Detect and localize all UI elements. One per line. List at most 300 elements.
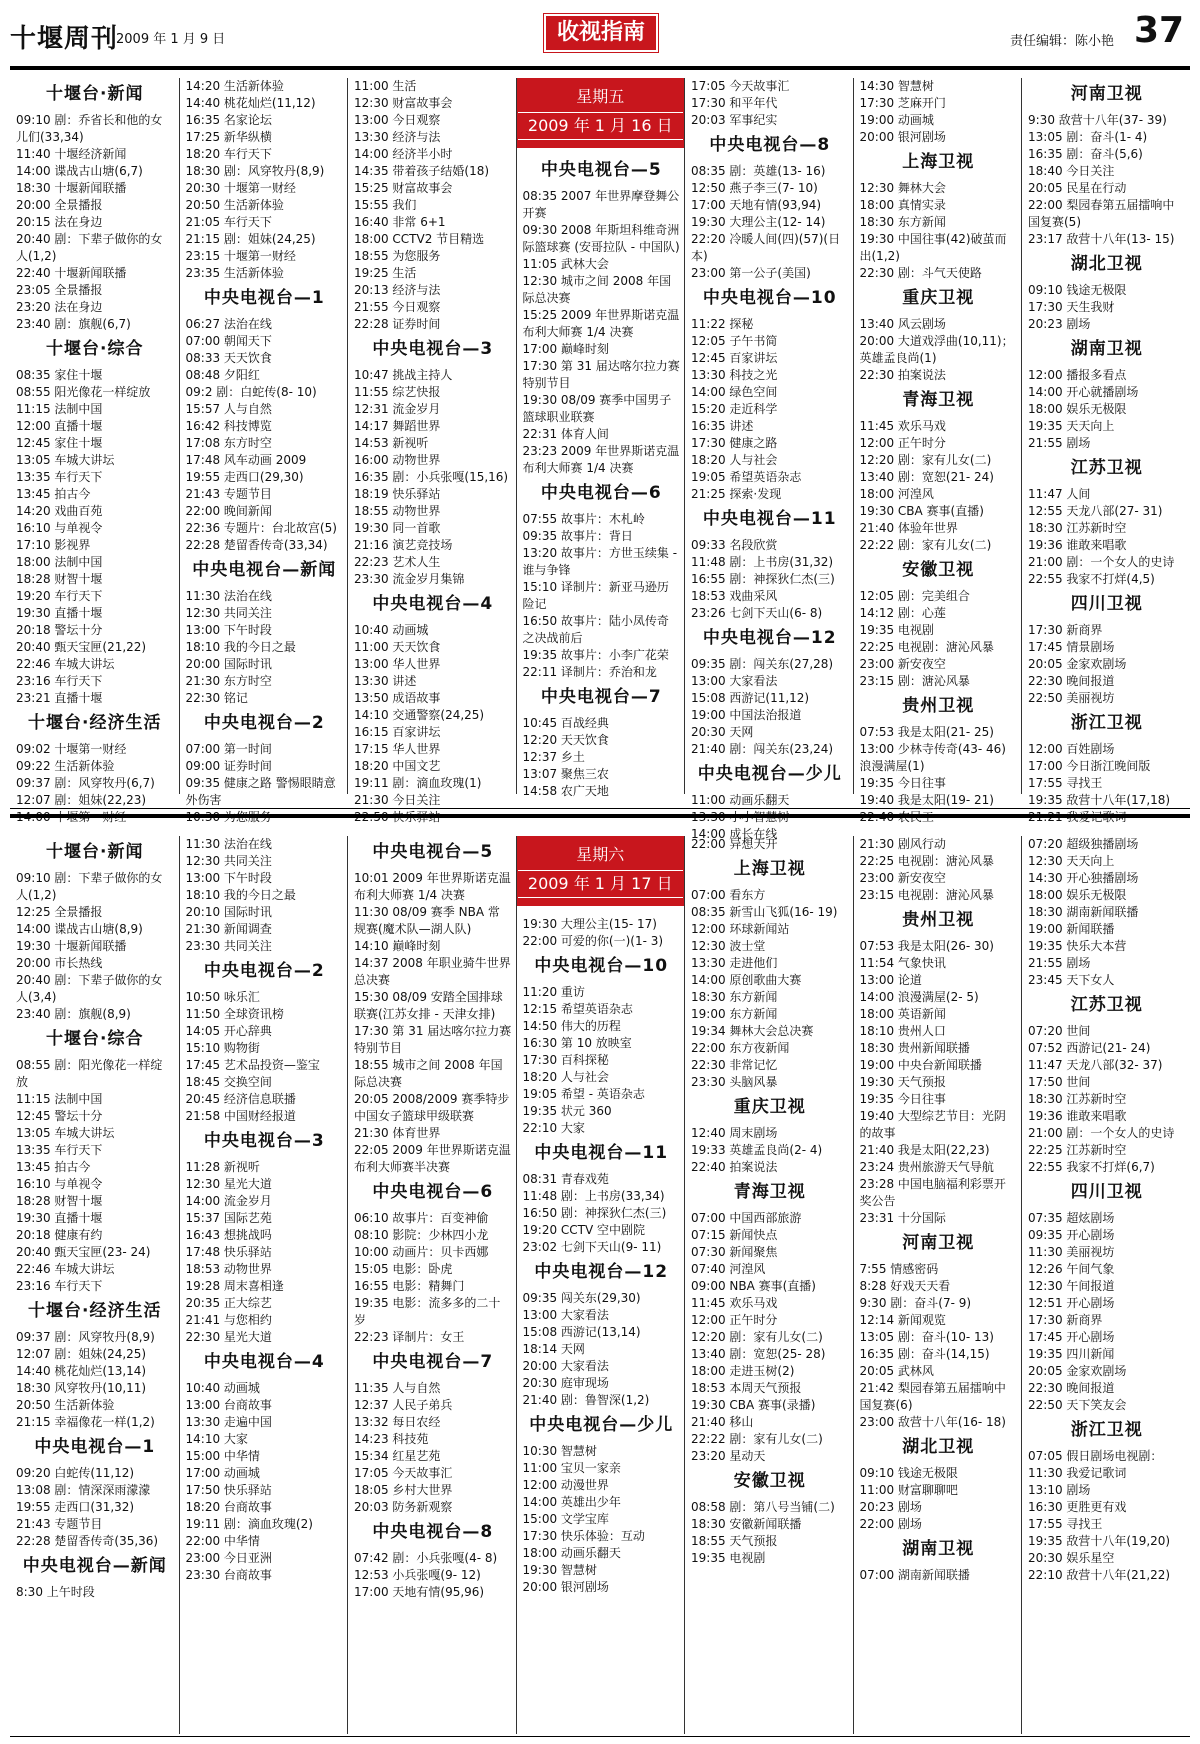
program-entry: 07:20 超级独播剧场	[1028, 837, 1139, 851]
program-entry: 18:30 湖南新闻联播	[1028, 905, 1139, 919]
program-entry: 18:05 乡村大世界	[354, 1483, 453, 1497]
program-entry: 10:40 动画城	[354, 623, 429, 637]
program-entry: 12:45 家住十堰	[16, 436, 103, 450]
program-entry: 13:00 台商故事	[185, 1398, 272, 1412]
program-entry: 22:55 我家不打烊(6,7)	[1028, 1160, 1155, 1174]
channel-block	[186, 959, 344, 1125]
channel-block	[860, 1537, 1018, 1584]
program-entry: 19:55 走西口(31,32)	[16, 1500, 135, 1514]
program-entry: 12:45 百家讲坛	[691, 351, 778, 365]
program-entry: 11:45 欢乐马戏	[691, 1296, 778, 1310]
program-entry: 13:45 拍古今	[16, 1160, 91, 1174]
channel-heading: 中央电视台—5	[540, 160, 662, 180]
program-entry: 19:35 快乐大本营	[1028, 939, 1127, 953]
program-entry: 14:20 戏曲百苑	[16, 504, 103, 518]
program-entry: 21:40 剧：鲁智深(1,2)	[522, 1393, 650, 1407]
day-of-week: 星期五	[576, 87, 625, 106]
program-entry: 07:53 我是太阳(26- 30)	[859, 939, 994, 953]
program-entry: 12:55 天龙八部(27- 31)	[1028, 504, 1163, 518]
channel-block	[1028, 82, 1186, 248]
program-entry: 07:00 中国西部旅游	[691, 1211, 802, 1225]
program-entry: 21:40 移山	[691, 1415, 754, 1429]
program-entry: 19:36 谁敢来唱歌	[1028, 538, 1127, 552]
program-entry: 09:35 剧：闯关东(27,28)	[691, 657, 834, 671]
program-entry: 12:15 希望英语杂志	[522, 1002, 633, 1016]
program-entry: 20:10 国际时讯	[185, 905, 272, 919]
program-entry: 18:00 娱乐无极限	[1028, 402, 1127, 416]
program-entry: 20:40 剧：下辈子做你的女人(1,2)	[16, 232, 163, 263]
program-entry: 09:35 闯关东(29,30)	[522, 1291, 641, 1305]
channel-heading: 中央电视台—1	[203, 288, 325, 308]
program-entry: 19:11 剧：滴血玫瑰(1)	[354, 776, 482, 790]
program-entry: 15:10 译制片：新亚马逊历险记	[522, 580, 669, 611]
program-entry: 18:14 天网	[522, 1342, 585, 1356]
program-entry: 09:37 剧：风穿牧丹(8,9)	[16, 1330, 155, 1344]
program-entry: 13:45 拍古今	[16, 487, 91, 501]
program-entry: 16:35 名家论坛	[185, 113, 272, 127]
program-entry: 20:05 金家欢剧场	[1028, 657, 1127, 671]
program-entry: 22:25 江苏新时空	[1028, 1143, 1127, 1157]
program-entry: 19:30 直播十堰	[16, 1211, 103, 1225]
program-entry: 18:30 风穿牧丹(10,11)	[16, 1381, 147, 1395]
program-entry: 21:16 演艺竞技场	[354, 538, 453, 552]
program-entry: 10:30 智慧树	[522, 1444, 597, 1458]
program-entry: 13:30 科技之光	[691, 368, 778, 382]
program-entry: 15:57 人与自然	[185, 402, 272, 416]
program-entry: 18:20 人与社会	[522, 1070, 609, 1084]
program-entry: 20:15 法在身边	[16, 215, 103, 229]
program-entry: 23:16 车行天下	[16, 674, 103, 688]
program-entry: 16:43 想挑战吗	[185, 1228, 272, 1242]
channel-heading: 青海卫视	[733, 1182, 806, 1202]
channel-heading: 湖南卫视	[1070, 339, 1143, 359]
program-entry: 14:23 科技苑	[354, 1432, 429, 1446]
channel-block	[523, 1141, 681, 1256]
program-entry: 19:30 智慧树	[522, 1563, 597, 1577]
channel-heading: 安徽卫视	[733, 1471, 806, 1491]
program-entry: 21:15 剧：姐妹(24,25)	[185, 232, 316, 246]
program-entry: 07:20 世间	[1028, 1024, 1091, 1038]
program-entry: 11:00 财富聊聊吧	[859, 1483, 958, 1497]
day-date: 2009 年 1 月 17 日	[518, 870, 683, 898]
channel-block	[186, 78, 344, 282]
program-entry: 11:20 重访	[522, 985, 585, 999]
program-entry: 22:40 拍案说法	[691, 1160, 778, 1174]
program-entry: 22:30 晚间报道	[1028, 1381, 1115, 1395]
channel-block	[523, 836, 681, 950]
program-entry: 19:40 我是太阳(19- 21)	[859, 793, 994, 807]
program-entry: 19:35 天天向上	[1028, 419, 1115, 433]
program-entry: 18:00 英语新闻	[859, 1007, 946, 1021]
program-entry: 14:10 巅峰时刻	[354, 939, 441, 953]
program-entry: 17:30 快乐体验：互动	[522, 1529, 645, 1543]
program-entry: 19:30 中国往事(42)破茧而出(1,2)	[859, 232, 1007, 263]
program-entry: 07:40 河湟风	[691, 1262, 766, 1276]
listing-column	[347, 836, 516, 1734]
program-entry: 16:35 剧：小兵张嘎(15,16)	[354, 470, 509, 484]
program-entry: 21:25 探索·发现	[691, 487, 782, 501]
program-entry: 10:40 动画城	[185, 1381, 260, 1395]
program-entry: 11:05 武林大会	[522, 257, 609, 271]
program-entry: 20:18 警坛十分	[16, 623, 103, 637]
program-entry: 21:55 剧场	[1028, 436, 1091, 450]
program-entry: 23:30 流金岁月集锦	[354, 572, 465, 586]
program-entry: 17:00 今日浙江晚间版	[1028, 759, 1151, 773]
program-entry: 12:00 环球新闻站	[691, 922, 790, 936]
program-entry: 19:34 舞林大会总决赛	[691, 1024, 814, 1038]
program-entry: 20:05 金家欢剧场	[1028, 1364, 1127, 1378]
channel-block	[691, 78, 849, 129]
program-entry: 14:40 桃花灿烂(11,12)	[185, 96, 316, 110]
program-entry: 19:35 状元 360	[522, 1104, 612, 1118]
program-entry: 12:26 午间气象	[1028, 1262, 1115, 1276]
program-entry: 20:00 大道戏浮曲(10,11)；英雄孟良尚(1)	[859, 334, 1014, 365]
header-rule	[10, 66, 1190, 70]
channel-block	[691, 836, 849, 853]
program-entry: 08:10 影院：少林四小龙	[354, 1228, 489, 1242]
program-entry: 07:15 新闻快点	[691, 1228, 778, 1242]
program-entry: 17:55 寻找王	[1028, 776, 1103, 790]
program-entry: 22:50 天下笑友会	[1028, 1398, 1127, 1412]
program-entry: 21:41 与您相约	[185, 1313, 272, 1327]
program-entry: 11:28 新视听	[185, 1160, 260, 1174]
program-entry: 16:35 讲述	[691, 419, 754, 433]
program-entry: 21:55 今日观察	[354, 300, 441, 314]
channel-block	[16, 1554, 174, 1601]
channel-heading: 中央电视台—2	[203, 961, 325, 981]
program-entry: 23:30 共同关注	[185, 939, 272, 953]
program-entry: 13:00 今日观察	[354, 113, 441, 127]
program-entry: 16:10 与单视令	[16, 521, 103, 535]
listing-column	[347, 78, 516, 807]
page-number: 37	[1134, 10, 1185, 51]
program-entry: 15:08 西游记(13,14)	[522, 1325, 641, 1339]
program-entry: 23:30 头脑风暴	[691, 1075, 778, 1089]
channel-block	[16, 82, 174, 333]
program-entry: 17:15 华人世界	[354, 742, 441, 756]
program-entry: 22:40 十堰新闻联播	[16, 266, 127, 280]
program-entry: 23:17 敌营十八年(13- 15)	[1028, 232, 1175, 246]
channel-heading: 湖南卫视	[902, 1539, 975, 1559]
program-entry: 17:45 情景剧场	[1028, 640, 1115, 654]
program-entry: 13:05 剧：奋斗(1- 4)	[1028, 130, 1148, 144]
program-entry: 16:40 非常 6+1	[354, 215, 446, 229]
program-entry: 17:30 健康之路	[691, 436, 778, 450]
program-entry: 11:55 综艺快报	[354, 385, 441, 399]
program-entry: 10:45 百战经典	[522, 716, 609, 730]
channel-block	[523, 954, 681, 1137]
program-entry: 13:00 论道	[859, 973, 922, 987]
program-entry: 11:15 法制中国	[16, 402, 103, 416]
program-entry: 08:55 剧：阳光像花一样绽放	[16, 1058, 163, 1089]
program-entry: 19:05 希望英语杂志	[691, 470, 802, 484]
program-entry: 13:00 下午时段	[185, 871, 272, 885]
program-entry: 18:55 为您服务	[354, 249, 441, 263]
program-entry: 12:53 小兵张嘎(9- 12)	[354, 1568, 481, 1582]
program-entry: 18:00 真情实录	[859, 198, 946, 212]
program-entry: 09:10 钱途无极限	[1028, 283, 1127, 297]
program-entry: 21:40 我是太阳(22,23)	[859, 1143, 990, 1157]
program-entry: 12:00 百姓剧场	[1028, 742, 1115, 756]
program-entry: 12:25 全景播报	[16, 905, 103, 919]
program-entry: 21:05 车行天下	[185, 215, 272, 229]
program-entry: 14:00 绿色空间	[691, 385, 778, 399]
channel-heading: 中央电视台—12	[534, 1262, 669, 1282]
program-entry: 12:30 波士堂	[691, 939, 766, 953]
program-entry: 13:40 剧：宽恕(21- 24)	[859, 470, 994, 484]
program-entry: 17:45 开心剧场	[1028, 1330, 1115, 1344]
program-entry: 18:00 河湟风	[859, 487, 934, 501]
program-entry: 15:08 西游记(11,12)	[691, 691, 810, 705]
program-entry: 07:55 故事片：木札岭	[522, 512, 645, 526]
program-entry: 17:08 东方时空	[185, 436, 272, 450]
program-entry: 18:28 财智十堰	[16, 572, 103, 586]
channel-heading: 中央电视台—2	[203, 713, 325, 733]
program-entry: 22:46 车城大讲坛	[16, 657, 115, 671]
program-entry: 23:02 七剑下天山(9- 11)	[522, 1240, 662, 1254]
channel-block	[186, 1129, 344, 1346]
program-entry: 18:28 财智十堰	[16, 1194, 103, 1208]
program-entry: 19:35 故事片：小李广花荣	[522, 648, 669, 662]
program-entry: 14:00 原创歌曲大赛	[691, 973, 802, 987]
channel-block	[523, 1260, 681, 1409]
program-entry: 18:55 动物世界	[354, 504, 441, 518]
channel-heading: 浙江卫视	[1070, 713, 1143, 733]
program-entry: 15:00 文学宝库	[522, 1512, 609, 1526]
program-entry: 19:00 新闻联播	[1028, 922, 1115, 936]
program-entry: 22:50 美丽视坊	[1028, 691, 1115, 705]
program-entry: 17:30 和平年代	[691, 96, 778, 110]
program-entry: 12:30 城市之间 2008 年国际总决赛	[522, 274, 672, 305]
program-entry: 19:40 大型综艺节目：光阴的故事	[859, 1109, 1006, 1140]
program-entry: 20:23 剧场	[1028, 317, 1091, 331]
program-entry: 17:30 新商界	[1028, 1313, 1103, 1327]
program-entry: 19:36 谁敢来唱歌	[1028, 1109, 1127, 1123]
program-entry: 14:00 流金岁月	[185, 1194, 272, 1208]
program-entry: 18:20 台商故事	[185, 1500, 272, 1514]
program-entry: 14:58 农广天地	[522, 784, 609, 798]
program-entry: 09:37 剧：风穿牧丹(6,7)	[16, 776, 155, 790]
program-entry: 22:30 铭记	[185, 691, 248, 705]
program-entry: 07:00 朝闻天下	[185, 334, 272, 348]
program-entry: 23:00 敌营十八年(16- 18)	[859, 1415, 1006, 1429]
program-entry: 22:55 我家不打烊(4,5)	[1028, 572, 1155, 586]
program-entry: 19:30 08/09 赛季中国男子篮球职业联赛	[522, 393, 672, 424]
program-entry: 12:30 财富故事会	[354, 96, 453, 110]
program-entry: 08:35 家住十堰	[16, 368, 103, 382]
channel-heading: 上海卫视	[902, 152, 975, 172]
program-entry: 13:00 大家看法	[691, 674, 778, 688]
program-entry: 22:30 非常记忆	[691, 1058, 778, 1072]
channel-heading: 贵州卫视	[902, 910, 975, 930]
program-entry: 21:42 梨园春第五届擂响中国复赛(6)	[859, 1381, 1006, 1412]
program-entry: 12:31 流金岁月	[354, 402, 441, 416]
channel-block	[1028, 456, 1186, 588]
program-entry: 22:22 剧：家有儿女(二)	[691, 1432, 823, 1446]
program-entry: 16:30 更胜更有戏	[1028, 1500, 1127, 1514]
program-entry: 18:20 车行天下	[185, 147, 272, 161]
program-entry: 08:33 天天饮食	[185, 351, 272, 365]
program-entry: 19:30 CBA 赛事(录播)	[691, 1398, 816, 1412]
program-entry: 20:30 娱乐星空	[1028, 1551, 1115, 1565]
program-entry: 20:03 军事纪实	[691, 113, 778, 127]
program-entry: 11:00 动画乐翻天	[691, 793, 790, 807]
program-entry: 12:37 乡土	[522, 750, 585, 764]
channel-heading: 中央电视台—1	[34, 1437, 156, 1457]
program-entry: 23:31 十分国际	[859, 1211, 946, 1225]
program-entry: 8:28 好戏天天看	[859, 1279, 951, 1293]
program-entry: 19:00 中国法治报道	[691, 708, 802, 722]
program-entry: 12:30 星光大道	[185, 1177, 272, 1191]
program-entry: 19:20 车行天下	[16, 589, 103, 603]
program-entry: 18:53 戏曲采风	[691, 589, 778, 603]
channel-block	[523, 1413, 681, 1596]
program-entry: 23:15 十堰第一财经	[185, 249, 296, 263]
channel-heading: 河南卫视	[1070, 84, 1143, 104]
program-entry: 19:30 十堰新闻联播	[16, 939, 127, 953]
program-entry: 23:05 全景播报	[16, 283, 103, 297]
channel-block	[186, 558, 344, 707]
program-entry: 17:30 第 31 届达喀尔拉力赛特别节目	[522, 359, 680, 390]
program-entry: 12:00 正午时分	[691, 1313, 778, 1327]
program-entry: 17:55 寻找王	[1028, 1517, 1103, 1531]
program-entry: 11:50 全球资讯榜	[185, 1007, 284, 1021]
program-entry: 22:05 2009 年世界斯诺克温布利大师赛半决赛	[354, 1143, 511, 1174]
channel-block	[1028, 1418, 1186, 1584]
channel-block	[16, 337, 174, 707]
channel-heading: 中央电视台—4	[372, 594, 494, 614]
program-entry: 19:35 电视剧	[859, 623, 934, 637]
program-entry: 12:00 正午时分	[859, 436, 946, 450]
program-entry: 19:30 大理公主(15- 17)	[522, 917, 657, 931]
program-entry: 18:55 城市之间 2008 年国际总决赛	[354, 1058, 503, 1089]
program-entry: 19:28 周末喜相逢	[185, 1279, 284, 1293]
channel-heading: 十堰台·综合	[46, 339, 144, 359]
program-entry: 16:00 动物世界	[354, 453, 441, 467]
program-entry: 12:00 直播十堰	[16, 419, 103, 433]
program-entry: 19:30 CBA 赛事(直播)	[859, 504, 984, 518]
program-entry: 18:53 动物世界	[185, 1262, 272, 1276]
program-entry: 13:05 车城大讲坛	[16, 453, 115, 467]
program-entry: 22:00 可爱的你(一)(1- 3)	[522, 934, 664, 948]
program-entry: 18:10 我的今日之最	[185, 888, 296, 902]
program-entry: 19:30 同一首歌	[354, 521, 441, 535]
program-entry: 16:10 与单视令	[16, 1177, 103, 1191]
program-entry: 20:00 全景播报	[16, 198, 103, 212]
program-entry: 08:35 2007 年世界摩登舞公开赛	[522, 189, 680, 220]
program-entry: 23:24 贵州旅游天气导航	[859, 1160, 994, 1174]
program-entry: 12:45 警坛十分	[16, 1109, 103, 1123]
program-entry: 14:00 经济半小时	[354, 147, 453, 161]
channel-heading: 中央电视台—新闻	[22, 1556, 167, 1576]
program-entry: 18:10 我的今日之最	[185, 640, 296, 654]
program-entry: 13:40 风云剧场	[859, 317, 946, 331]
program-entry: 13:00 下午时段	[185, 623, 272, 637]
channel-block	[354, 1180, 512, 1346]
channel-block	[860, 78, 1018, 146]
program-entry: 08:35 剧：英雄(13- 16)	[691, 164, 826, 178]
program-entry: 14:10 大家	[185, 1432, 248, 1446]
channel-heading: 中央电视台—10	[702, 288, 837, 308]
program-entry: 15:05 电影：卧虎	[354, 1262, 453, 1276]
program-entry: 12:14 新闻观览	[859, 1313, 946, 1327]
channel-block	[691, 286, 849, 503]
channel-block	[691, 762, 849, 843]
program-entry: 11:00 生活	[354, 79, 417, 93]
program-entry: 23:20 星动天	[691, 1449, 766, 1463]
program-entry: 20:30 天网	[691, 725, 754, 739]
program-entry: 17:25 新华纵横	[185, 130, 272, 144]
program-entry: 19:35 敌营十八年(19,20)	[1028, 1534, 1171, 1548]
program-entry: 17:30 百科探秘	[522, 1053, 609, 1067]
program-entry: 13:05 剧：奋斗(10- 13)	[859, 1330, 994, 1344]
program-entry: 09:02 十堰第一财经	[16, 742, 127, 756]
channel-block	[16, 1435, 174, 1550]
program-entry: 21:43 专题节目	[16, 1517, 103, 1531]
channel-heading: 中央电视台—7	[540, 687, 662, 707]
channel-block	[860, 908, 1018, 1227]
program-entry: 18:10 贵州人口	[859, 1024, 946, 1038]
day-of-week: 星期六	[576, 845, 625, 864]
program-entry: 7:55 情感密码	[859, 1262, 939, 1276]
program-entry: 13:35 车行天下	[16, 1143, 103, 1157]
channel-heading: 中央电视台—5	[372, 842, 494, 862]
program-entry: 11:48 剧：上书房(33,34)	[522, 1189, 665, 1203]
program-entry: 14:30 智慧树	[859, 79, 934, 93]
program-entry: 17:48 风车动画 2009	[185, 453, 307, 467]
channel-heading: 湖北卫视	[902, 1437, 975, 1457]
channel-heading: 江苏卫视	[1070, 995, 1143, 1015]
day-header	[517, 78, 685, 148]
listing-column	[10, 836, 178, 1734]
program-entry: 11:00 天天饮食	[354, 640, 441, 654]
listing-column	[684, 836, 853, 1734]
program-entry: 06:10 故事片：百变神偷	[354, 1211, 489, 1225]
program-entry: 14:00 成长在线	[691, 827, 778, 841]
program-entry: 18:30 十堰新闻联播	[16, 181, 127, 195]
program-entry: 17:30 新商界	[1028, 623, 1103, 637]
program-entry: 22:10 大家	[522, 1121, 585, 1135]
listing-column	[684, 78, 853, 841]
day-date: 2009 年 1 月 16 日	[518, 112, 683, 140]
program-entry: 20:40 剧：下辈子做你的女人(3,4)	[16, 973, 163, 1004]
program-entry: 13:07 聚焦三农	[522, 767, 609, 781]
program-entry: 07:35 超炫剧场	[1028, 1211, 1115, 1225]
program-entry: 11:30 法治在线	[185, 589, 272, 603]
program-entry: 22:00 异想天开	[691, 837, 778, 851]
program-entry: 19:35 今日往事	[859, 1092, 946, 1106]
channel-heading: 中央电视台—4	[203, 1352, 325, 1372]
program-entry: 15:55 我们	[354, 198, 417, 212]
program-entry: 10:00 动画片：贝卡西娜	[354, 1245, 489, 1259]
program-entry: 23:40 剧：旗舰(6,7)	[16, 317, 131, 331]
program-entry: 19:35 电影：流多多的二十岁	[354, 1296, 501, 1327]
program-entry: 09:35 健康之路 警惕眼睛意外伤害	[185, 776, 336, 807]
program-entry: 19:35 四川新闻	[1028, 1347, 1115, 1361]
program-entry: 20:30 庭审现场	[522, 1376, 609, 1390]
program-entry: 13:10 剧场	[1028, 1483, 1091, 1497]
channel-block	[691, 1095, 849, 1176]
program-entry: 13:05 车城大讲坛	[16, 1126, 115, 1140]
program-entry: 12:30 共同关注	[185, 854, 272, 868]
channel-block	[1028, 993, 1186, 1176]
channel-block	[691, 133, 849, 282]
program-entry: 12:30 天天向上	[1028, 854, 1115, 868]
program-entry: 22:28 楚留香传奇(35,36)	[16, 1534, 159, 1548]
bottom-rule	[10, 1736, 1190, 1737]
program-entry: 14:40 桃花灿烂(13,14)	[16, 1364, 147, 1378]
program-entry: 12:07 剧：姐妹(22,23)	[16, 793, 147, 807]
